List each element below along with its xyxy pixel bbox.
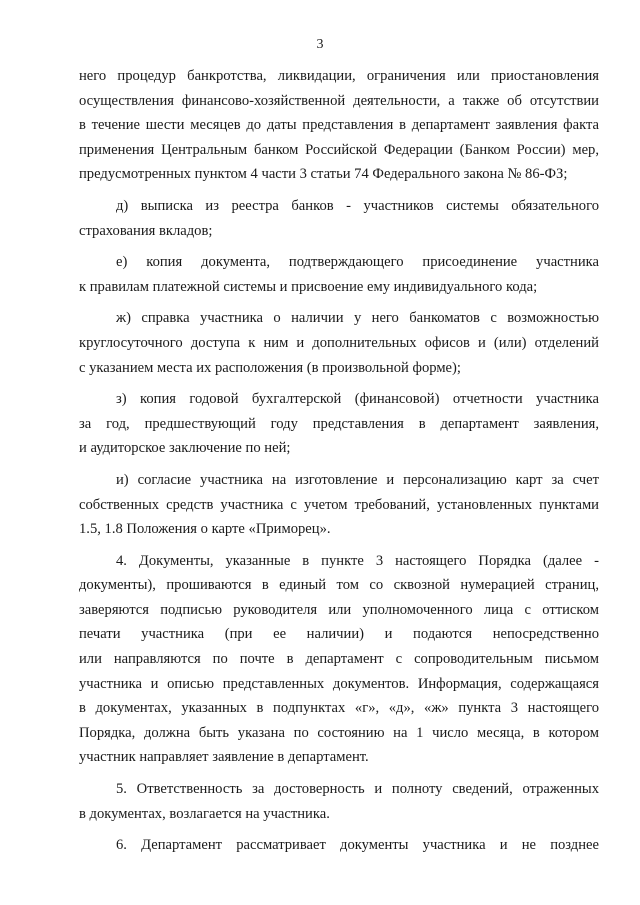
text-line: заверяются подписью руководителя или уполномоченного лица с оттиском (79, 601, 599, 618)
text-line: д) выписка из реестра банков - участников системы обязательного (116, 197, 599, 214)
text-line: ж) справка участника о наличии у него банкоматов с возможностью (116, 310, 599, 327)
text-line: осуществления финансово-хозяйственной деятельности, а также об отсутствии (79, 92, 599, 109)
paragraph-section-4 (79, 549, 599, 770)
text-line: за год, предшествующий году представления в департамент заявления, (79, 415, 599, 432)
text-line: 1.5, 1.8 Положения о карте «Приморец». (79, 521, 331, 538)
paragraph-item-d (79, 194, 599, 243)
page-number: 3 (316, 37, 324, 52)
text-line: страхования вкладов; (79, 222, 213, 239)
text-line: 6. Департамент рассматривает документы участника и не позднее (116, 837, 599, 854)
text-line: в течение шести месяцев до даты представления в департамент заявления факта (79, 117, 599, 134)
text-line: него процедур банкротства, ликвидации, ограничения или приостановления (79, 68, 599, 84)
text-line: круглосуточного доступа к ним и дополнительных офисов и (или) отделений (79, 334, 599, 351)
text-line: предусмотренных пунктом 4 части 3 статьи 74 Федерального закона № 86-ФЗ; (79, 166, 568, 183)
text-line: и) согласие участника на изготовление и персонализацию карт за счет (116, 471, 599, 488)
text-line: к правилам платежной системы и присвоение ему индивидуального кода; (79, 278, 538, 295)
text-line: с указанием места их расположения (в произвольной форме); (79, 359, 461, 376)
text-line: в документах, возлагается на участника. (79, 805, 330, 822)
text-line: Порядка, должна быть указана по состоянию на 1 число месяца, в котором (79, 724, 599, 741)
text-line: е) копия документа, подтверждающего присоединение участника (116, 254, 599, 271)
paragraph-section-6 (79, 833, 599, 858)
text-line: 4. Документы, указанные в пункте 3 настоящего Порядка (далее - (116, 552, 599, 569)
text-line: собственных средств участника с учетом требований, установленных пунктами (79, 496, 599, 513)
document-body (79, 64, 599, 865)
paragraph-item-i (79, 468, 599, 542)
text-line: 5. Ответственность за достоверность и полноту сведений, отраженных (116, 781, 599, 798)
text-line: в документах, указанных в подпунктах «г», «д», «ж» пункта 3 настоящего (79, 700, 599, 717)
text-line: участника и описью представленных документов. Информация, содержащаяся (79, 675, 599, 692)
text-line: и аудиторское заключение по ней; (79, 440, 291, 457)
text-line: участник направляет заявление в департамент. (79, 749, 369, 766)
paragraph-item-e (79, 250, 599, 299)
paragraph-continuation (79, 64, 599, 187)
text-line: печати участника (при ее наличии) и подаются непосредственно (79, 626, 599, 643)
paragraph-item-z (79, 387, 599, 461)
text-line: з) копия годовой бухгалтерской (финансовой) отчетности участника (116, 391, 599, 408)
text-line: документы), прошиваются в единый том со сквозной нумерацией страниц, (79, 577, 599, 594)
paragraph-section-5 (79, 777, 599, 826)
text-line: или направляются по почте в департамент с сопроводительным письмом (79, 651, 599, 668)
paragraph-item-zh (79, 306, 599, 380)
text-line: применения Центральным банком Российской Федерации (Банком России) мер, (79, 141, 599, 158)
